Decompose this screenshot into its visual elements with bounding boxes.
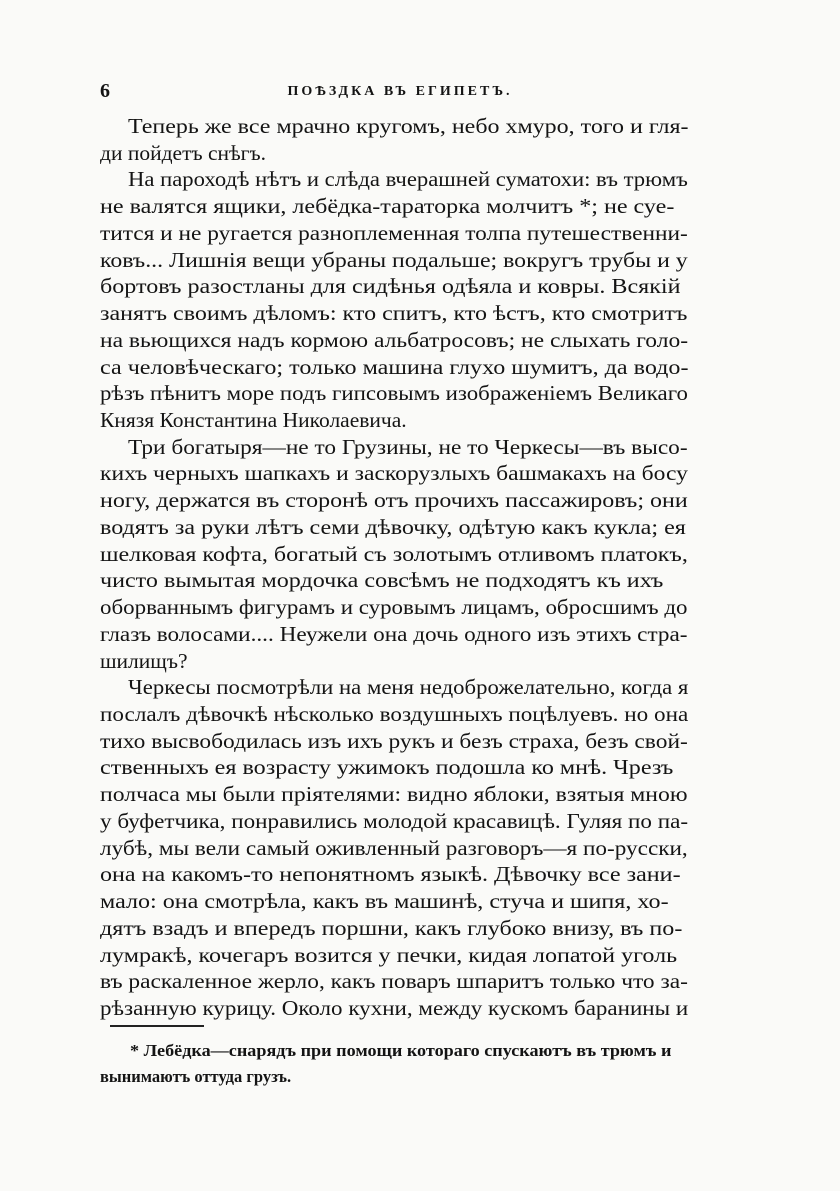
text-line: рѣзъ пѣнитъ море подъ гипсовымъ изображеніемъ Великаго	[100, 381, 688, 405]
text-line: бортовъ разостланы для сидѣнья одѣяла и ковры. Всякій	[100, 274, 681, 298]
text-line: глазъ волосами.... Неужели она дочь одного изъ этихъ стра-	[100, 622, 688, 646]
text-line: кихъ черныхъ шапкахъ и заскорузлыхъ башмакахъ на босу	[100, 461, 688, 485]
text-line: не валятся ящики, лебёдка-тараторка молчитъ *; не суе-	[100, 194, 675, 218]
text-line: въ раскаленное жерло, какъ поваръ шпаритъ только что за-	[100, 969, 688, 993]
text-line: послалъ дѣвочкѣ нѣсколько воздушныхъ поцѣлуевъ. но она	[100, 702, 689, 726]
text-line: ногу, держатся въ сторонѣ отъ прочихъ пассажировъ; они	[100, 488, 688, 512]
text-line: шелковая кофта, богатый съ золотымъ отливомъ платокъ,	[100, 542, 688, 566]
text-line: ди пойдетъ снѣгъ.	[100, 141, 266, 165]
footnote-line: вынимаютъ оттуда грузъ.	[100, 1067, 292, 1086]
text-line: Черкесы посмотрѣли на меня недоброжелательно, когда я	[128, 675, 689, 699]
running-title: ПОѢЗДКА ВЪ ЕГИПЕТЪ.	[287, 84, 513, 99]
text-line: дятъ взадъ и впередъ поршни, какъ глубоко внизу, въ по-	[100, 916, 683, 940]
page-number: 6	[100, 80, 110, 102]
text-line: ковъ... Лишнія вещи убраны подальше; вокругъ трубы и у	[100, 248, 688, 272]
text-line: Три богатыря—не то Грузины, не то Черкесы—въ высо-	[128, 435, 688, 459]
text-line: лумракѣ, кочегаръ возится у печки, кидая лопатой уголь	[100, 943, 678, 967]
text-line: мало: она смотрѣла, какъ въ машинѣ, стуча и шипя, хо-	[100, 889, 669, 913]
text-line: шилищъ?	[100, 649, 188, 673]
text-line: лубѣ, мы вели самый оживленный разговоръ—я по-русски,	[100, 836, 688, 860]
text-line: занятъ своимъ дѣломъ: кто спитъ, кто ѣстъ, кто смотритъ	[100, 301, 688, 325]
text-line: тихо высвободилась изъ ихъ рукъ и безъ страха, безъ свой-	[100, 729, 688, 753]
text-line: рѣзанную курицу. Около кухни, между кускомъ баранины и	[100, 996, 689, 1020]
text-line: ственныхъ ея возрасту ужимокъ подошла ко мнѣ. Чрезъ	[100, 755, 674, 779]
footnote-line: * Лебёдка—снарядъ при помощи котораго спускаютъ въ трюмъ и	[130, 1041, 672, 1060]
text-line: полчаса мы были пріятелями: видно яблоки, взятыя мною	[100, 782, 688, 806]
text-line: у буфетчика, понравились молодой красавицѣ. Гуляя по па-	[100, 809, 689, 833]
text-line: Теперь же все мрачно кругомъ, небо хмуро, того и гля-	[128, 114, 689, 138]
text-line: чисто вымытая мордочка совсѣмъ не подходятъ къ ихъ	[100, 568, 664, 592]
footnote-rule	[110, 1025, 204, 1027]
text-line: са человѣческаго; только машина глухо шумитъ, да водо-	[100, 355, 689, 379]
text-line: На пароходѣ нѣтъ и слѣда вчерашней суматохи: въ трюмъ	[128, 167, 688, 191]
text-line: Князя Константина Николаевича.	[100, 408, 407, 432]
text-line: оборваннымъ фигурамъ и суровымъ лицамъ, обросшимъ до	[100, 595, 688, 619]
text-line: тится и не ругается разноплеменная толпа путешественни-	[100, 221, 688, 245]
page-header	[100, 80, 700, 104]
text-line: водятъ за руки лѣтъ семи дѣвочку, одѣтую какъ кукла; ея	[100, 515, 686, 539]
text-line: на вьющихся надъ кормою альбатросовъ; не слыхать голо-	[100, 328, 689, 352]
text-line: она на какомъ-то непонятномъ языкѣ. Дѣвочку все зани-	[100, 862, 681, 886]
